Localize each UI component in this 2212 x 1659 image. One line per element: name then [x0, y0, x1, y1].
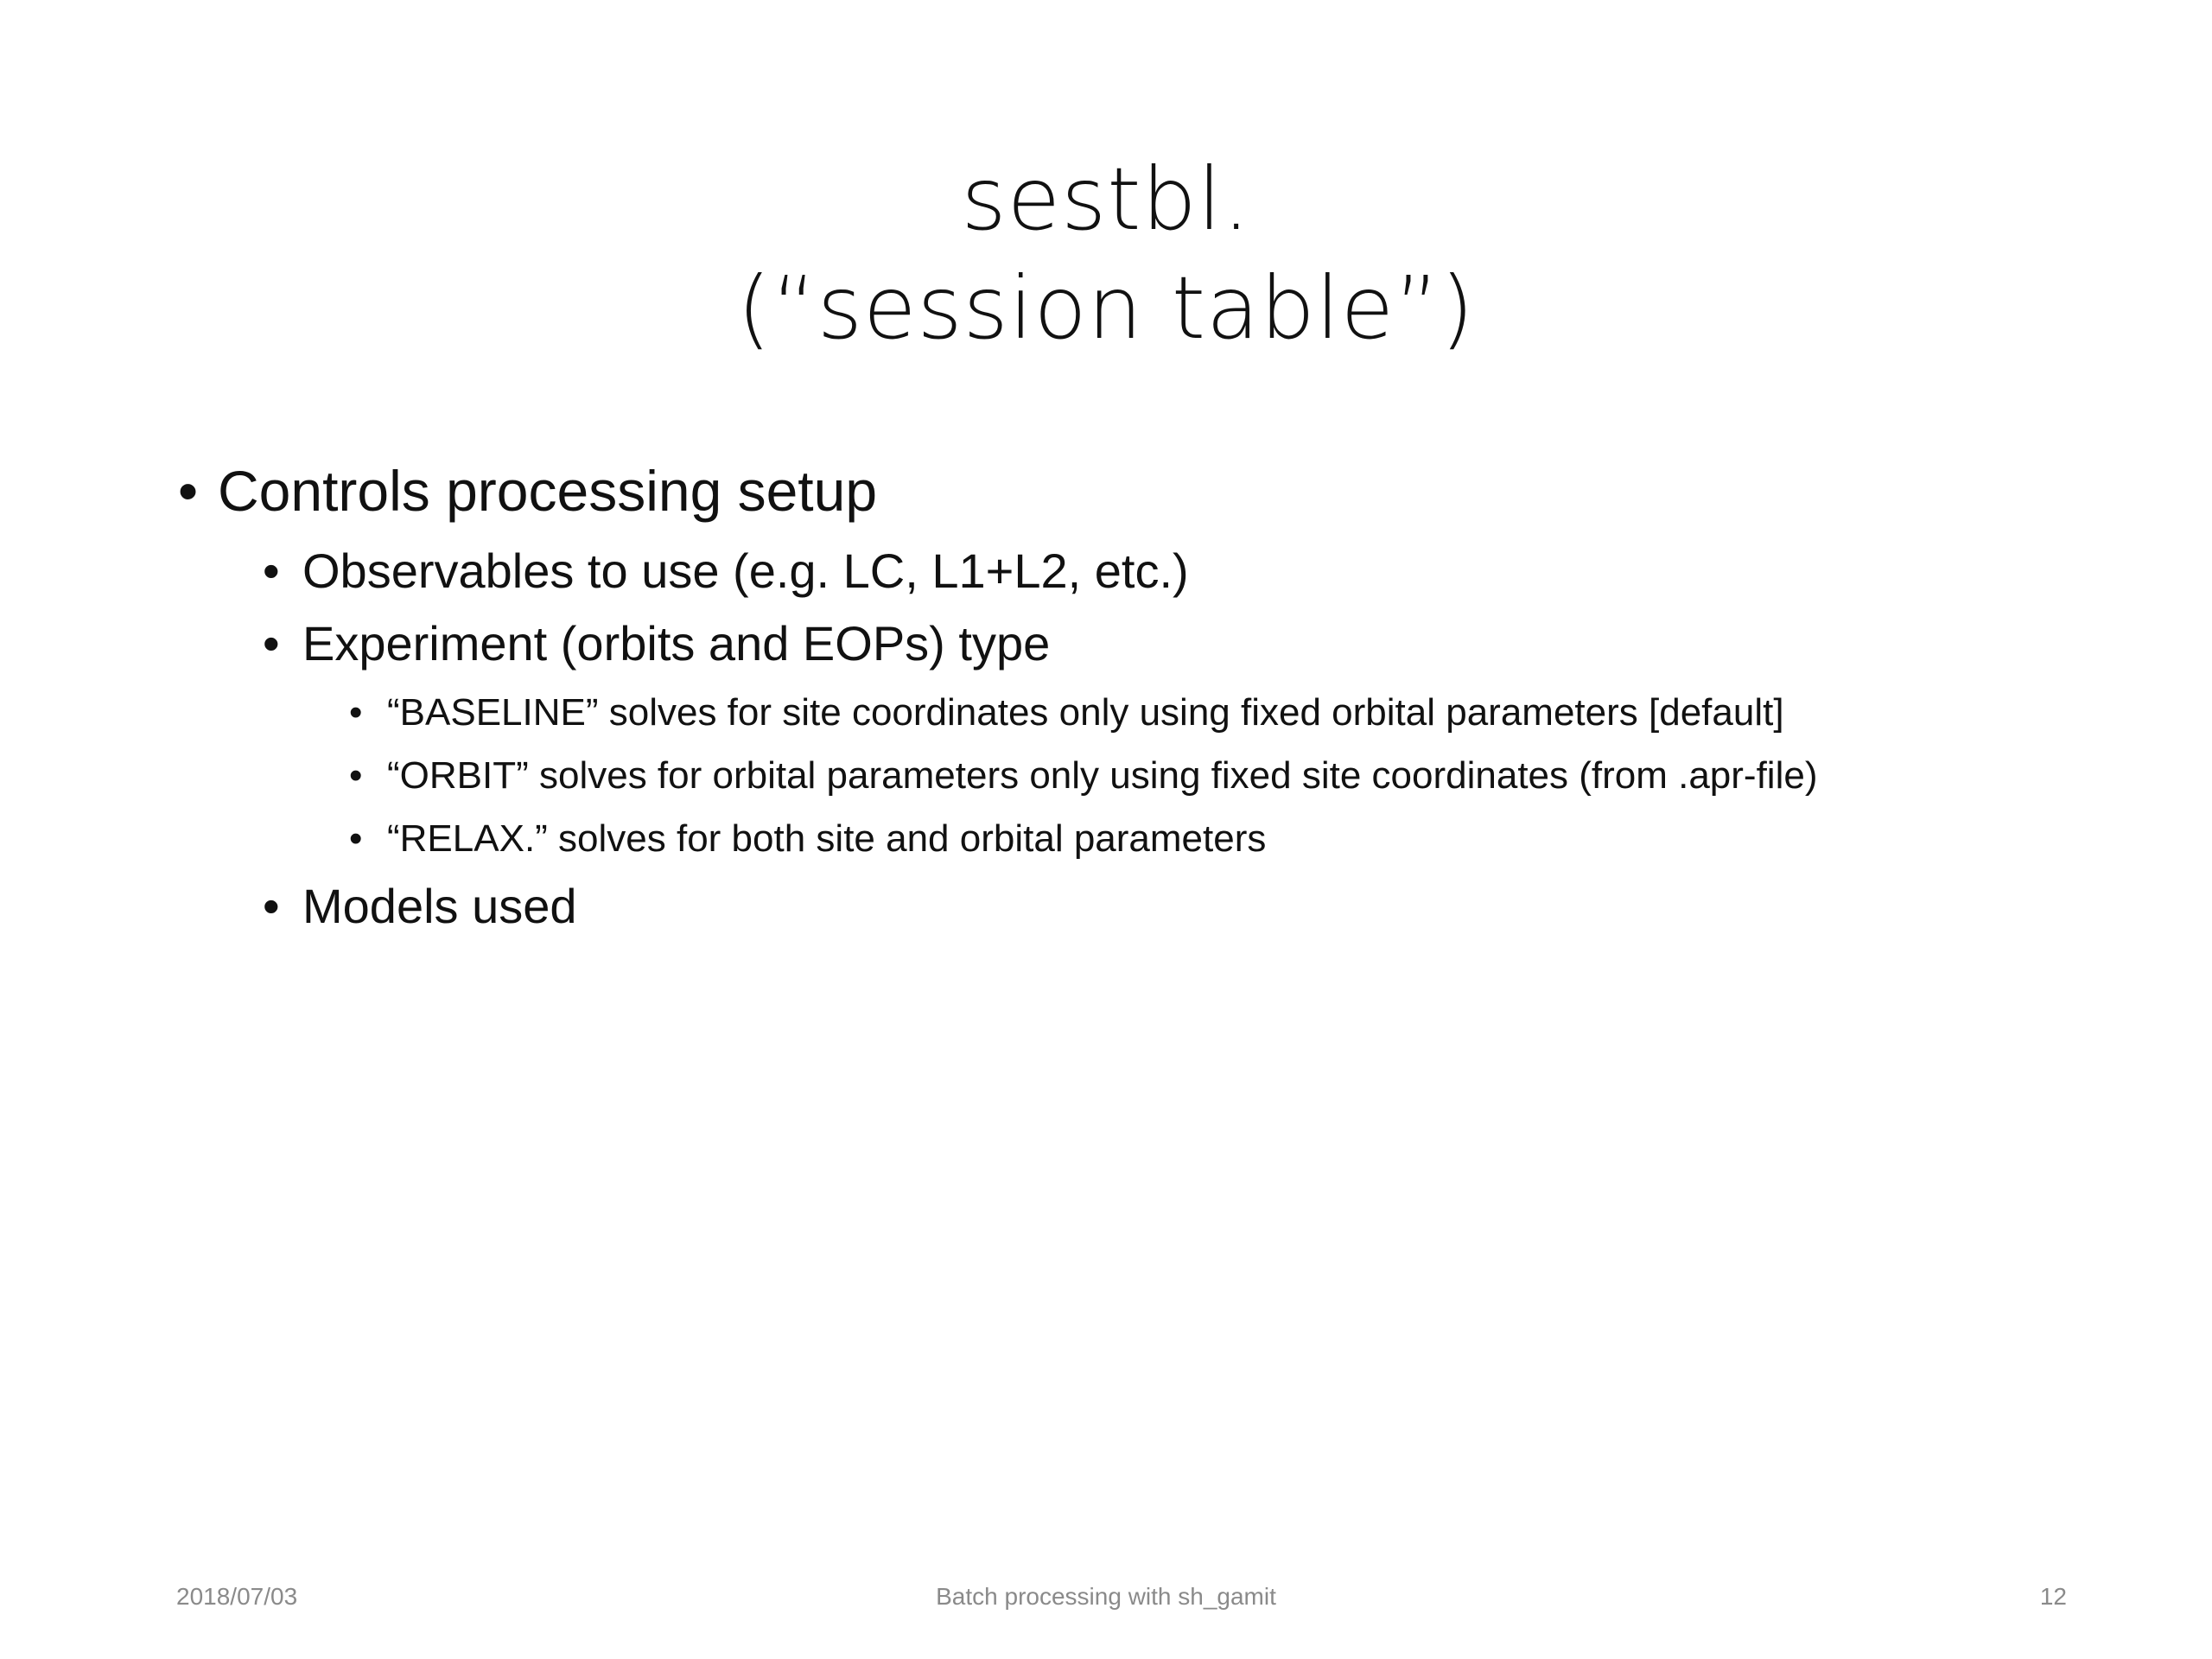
bullet-orbit — [349, 751, 1818, 801]
bullet-icon: • — [349, 691, 363, 734]
bullet-icon: • — [349, 817, 363, 860]
bullet-observables — [263, 541, 1189, 601]
bullet-icon: • — [263, 616, 280, 671]
bullet-controls-processing-setup — [178, 456, 878, 525]
footer-page-number: 12 — [2039, 1583, 2067, 1610]
bullet-relax — [349, 814, 1267, 864]
bullet-text: Observables to use (e.g. LC, L1+L2, etc.) — [302, 543, 1189, 598]
bullet-text: “BASELINE” solves for site coordinates only using fixed orbital parameters [default] — [387, 691, 1784, 734]
footer-title: Batch processing with sh_gamit — [936, 1583, 1276, 1610]
bullet-icon: • — [349, 754, 363, 797]
bullet-icon: • — [263, 543, 280, 598]
bullet-models-used — [263, 876, 577, 937]
bullet-experiment-type — [263, 613, 1051, 674]
slide-title-line-1: sestbl. — [961, 149, 1251, 250]
footer-date: 2018/07/03 — [176, 1583, 298, 1610]
bullet-baseline — [349, 688, 1784, 738]
bullet-text: “ORBIT” solves for orbital parameters only using fixed site coordinates (from .apr-file) — [387, 754, 1818, 797]
bullet-icon: • — [178, 459, 199, 523]
bullet-text: Experiment (orbits and EOPs) type — [302, 616, 1051, 671]
bullet-text: “RELAX.” solves for both site and orbital parameters — [387, 817, 1267, 860]
slide-title-line-2: (“session table”) — [737, 257, 1475, 359]
bullet-icon: • — [263, 879, 280, 933]
bullet-text: Models used — [302, 879, 577, 933]
bullet-text: Controls processing setup — [218, 459, 878, 523]
